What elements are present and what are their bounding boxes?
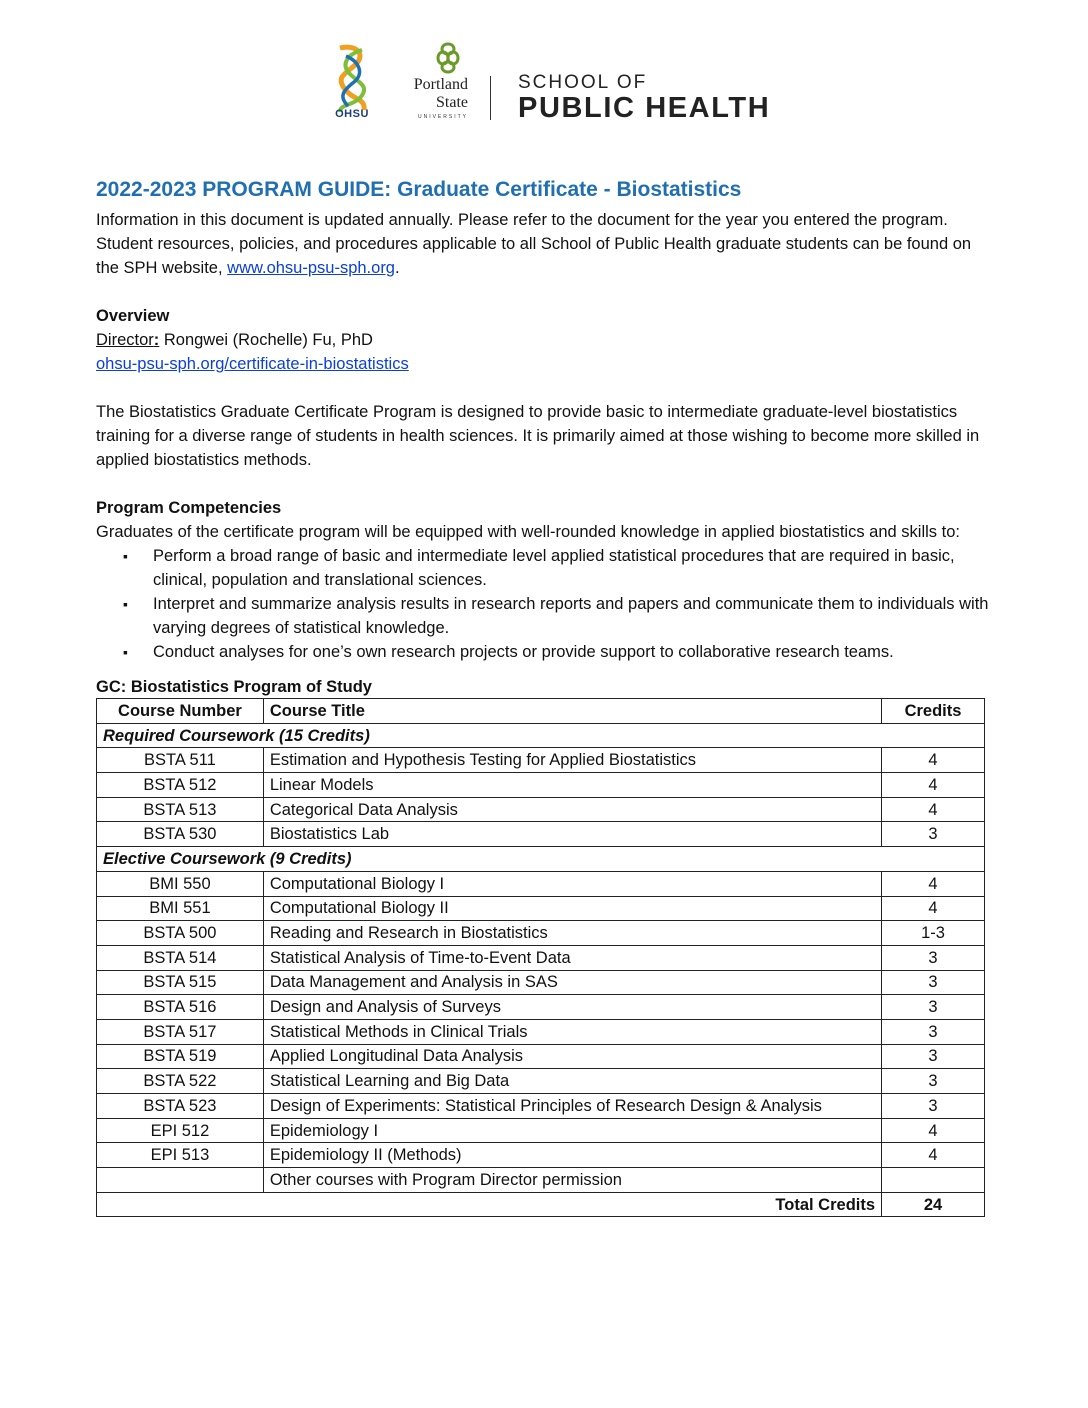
course-title-cell: Statistical Analysis of Time-to-Event Data: [263, 945, 881, 970]
course-title-cell: Estimation and Hypothesis Testing for Applied Biostatistics: [263, 748, 881, 773]
credits-cell: 4: [882, 1118, 985, 1143]
list-item: ▪ Interpret and summarize analysis results in research reports and papers and communicate them to individuals with varying degrees of statistical knowledge.: [153, 592, 996, 640]
total-label: Total Credits: [97, 1192, 882, 1217]
page-title: 2022-2023 PROGRAM GUIDE: Graduate Certificate - Biostatistics: [96, 178, 742, 201]
intro-end: .: [394, 259, 400, 277]
document-body: [96, 176, 996, 1217]
credits-cell: 3: [882, 1044, 985, 1069]
credits-cell: 4: [882, 871, 985, 896]
sph-website-link[interactable]: www.ohsu-psu-sph.org: [227, 259, 395, 277]
total-row: [97, 1192, 985, 1217]
school-name-line2: PUBLIC HEALTH: [518, 92, 771, 124]
ohsu-label: OHSU: [335, 108, 369, 120]
table-row: [97, 945, 985, 970]
section-row: [97, 723, 985, 748]
list-item: ▪ Conduct analyses for one’s own research projects or provide support to collaborative research teams.: [153, 640, 996, 664]
psu-name-line1: Portland: [413, 76, 468, 93]
header-credits: Credits: [882, 699, 985, 724]
table-row: [97, 871, 985, 896]
intro-paragraph: [96, 208, 996, 280]
table-row: [97, 970, 985, 995]
table-row: [97, 797, 985, 822]
course-number-cell: BSTA 523: [97, 1094, 264, 1119]
course-title-cell: Applied Longitudinal Data Analysis: [263, 1044, 881, 1069]
course-number-cell: EPI 512: [97, 1118, 264, 1143]
psu-name-line3: UNIVERSITY: [417, 114, 468, 120]
credits-cell: 3: [882, 822, 985, 847]
table-row: [97, 921, 985, 946]
section-row: [97, 847, 985, 872]
header-course-title: Course Title: [263, 699, 881, 724]
program-link[interactable]: ohsu-psu-sph.org/certificate-in-biostatistics: [96, 355, 409, 373]
course-number-cell: BSTA 513: [97, 797, 264, 822]
school-name-line1: SCHOOL OF: [518, 72, 648, 93]
course-title-cell: Other courses with Program Director permission: [263, 1168, 881, 1193]
competencies-intro: Graduates of the certificate program will be equipped with well-rounded knowledge in applied biostatistics and skills to:: [96, 523, 960, 541]
course-number-cell: BSTA 514: [97, 945, 264, 970]
course-number-cell: BSTA 522: [97, 1069, 264, 1094]
intro-text: Information in this document is updated annually. Please refer to the document for the year you entered the program. Student resources, policies, and procedures applicable to all School of Public Health graduate students can be found on the SPH website,: [96, 211, 972, 277]
credits-cell: 4: [882, 797, 985, 822]
director-label: Director: [96, 331, 154, 349]
total-value: 24: [882, 1192, 985, 1217]
credits-cell: 4: [882, 896, 985, 921]
psu-name-line2: State: [436, 94, 468, 111]
section-label: Required Coursework (15 Credits): [97, 723, 985, 748]
credits-cell: 3: [882, 995, 985, 1020]
psu-logo-icon: [430, 40, 466, 76]
table-row: [97, 748, 985, 773]
course-title-cell: Epidemiology I: [263, 1118, 881, 1143]
credits-cell: 3: [882, 1069, 985, 1094]
section-label: Elective Coursework (9 Credits): [97, 847, 985, 872]
course-title-cell: Biostatistics Lab: [263, 822, 881, 847]
competencies-list: [96, 544, 996, 664]
table-row: [97, 1118, 985, 1143]
overview-heading: Overview: [96, 307, 170, 325]
course-number-cell: BSTA 500: [97, 921, 264, 946]
table-row: [97, 1069, 985, 1094]
competencies-heading: Program Competencies: [96, 499, 282, 517]
course-number-cell: BSTA 517: [97, 1019, 264, 1044]
credits-cell: 3: [882, 970, 985, 995]
program-description: The Biostatistics Graduate Certificate Program is designed to provide basic to intermediate graduate-level biostatistics training for a diverse range of students in health sciences. It is primarily aimed at those wishing to become more skilled in applied biostatistics methods.: [96, 403, 980, 469]
table-caption: GC: Biostatistics Program of Study: [96, 678, 372, 696]
course-title-cell: Design and Analysis of Surveys: [263, 995, 881, 1020]
table-header-row: [97, 699, 985, 724]
course-number-cell: [97, 1168, 264, 1193]
credits-cell: 4: [882, 1143, 985, 1168]
course-number-cell: BMI 550: [97, 871, 264, 896]
course-title-cell: Statistical Learning and Big Data: [263, 1069, 881, 1094]
credits-cell: 3: [882, 1094, 985, 1119]
table-row: [97, 822, 985, 847]
table-row: [97, 1044, 985, 1069]
header-divider: [490, 76, 491, 120]
course-number-cell: BSTA 512: [97, 773, 264, 798]
course-number-cell: BSTA 515: [97, 970, 264, 995]
credits-cell: 3: [882, 1019, 985, 1044]
header-course-number: Course Number: [97, 699, 264, 724]
course-number-cell: EPI 513: [97, 1143, 264, 1168]
course-title-cell: Linear Models: [263, 773, 881, 798]
director-line: [96, 328, 996, 352]
course-title-cell: Data Management and Analysis in SAS: [263, 970, 881, 995]
credits-cell: 1-3: [882, 921, 985, 946]
course-title-cell: Categorical Data Analysis: [263, 797, 881, 822]
course-title-cell: Design of Experiments: Statistical Principles of Research Design & Analysis: [263, 1094, 881, 1119]
table-row: [97, 896, 985, 921]
course-title-cell: Statistical Methods in Clinical Trials: [263, 1019, 881, 1044]
course-number-cell: BSTA 519: [97, 1044, 264, 1069]
table-row: [97, 1019, 985, 1044]
course-number-cell: BSTA 516: [97, 995, 264, 1020]
credits-cell: 3: [882, 945, 985, 970]
course-title-cell: Computational Biology II: [263, 896, 881, 921]
director-name: Rongwei (Rochelle) Fu, PhD: [159, 331, 373, 349]
program-of-study-table: [96, 698, 985, 1217]
table-row: [97, 773, 985, 798]
credits-cell: 4: [882, 773, 985, 798]
director-colon: :: [153, 331, 160, 349]
course-number-cell: BSTA 530: [97, 822, 264, 847]
course-number-cell: BMI 551: [97, 896, 264, 921]
course-title-cell: Epidemiology II (Methods): [263, 1143, 881, 1168]
course-title-cell: Reading and Research in Biostatistics: [263, 921, 881, 946]
table-row: [97, 995, 985, 1020]
credits-cell: [882, 1168, 985, 1193]
credits-cell: 4: [882, 748, 985, 773]
list-item: ▪ Perform a broad range of basic and intermediate level applied statistical procedures that are required in basic, clinical, population and translational sciences.: [153, 544, 996, 592]
course-title-cell: Computational Biology I: [263, 871, 881, 896]
table-row: [97, 1143, 985, 1168]
table-row: [97, 1168, 985, 1193]
table-row: [97, 1094, 985, 1119]
page-header: [0, 36, 1088, 126]
course-number-cell: BSTA 511: [97, 748, 264, 773]
